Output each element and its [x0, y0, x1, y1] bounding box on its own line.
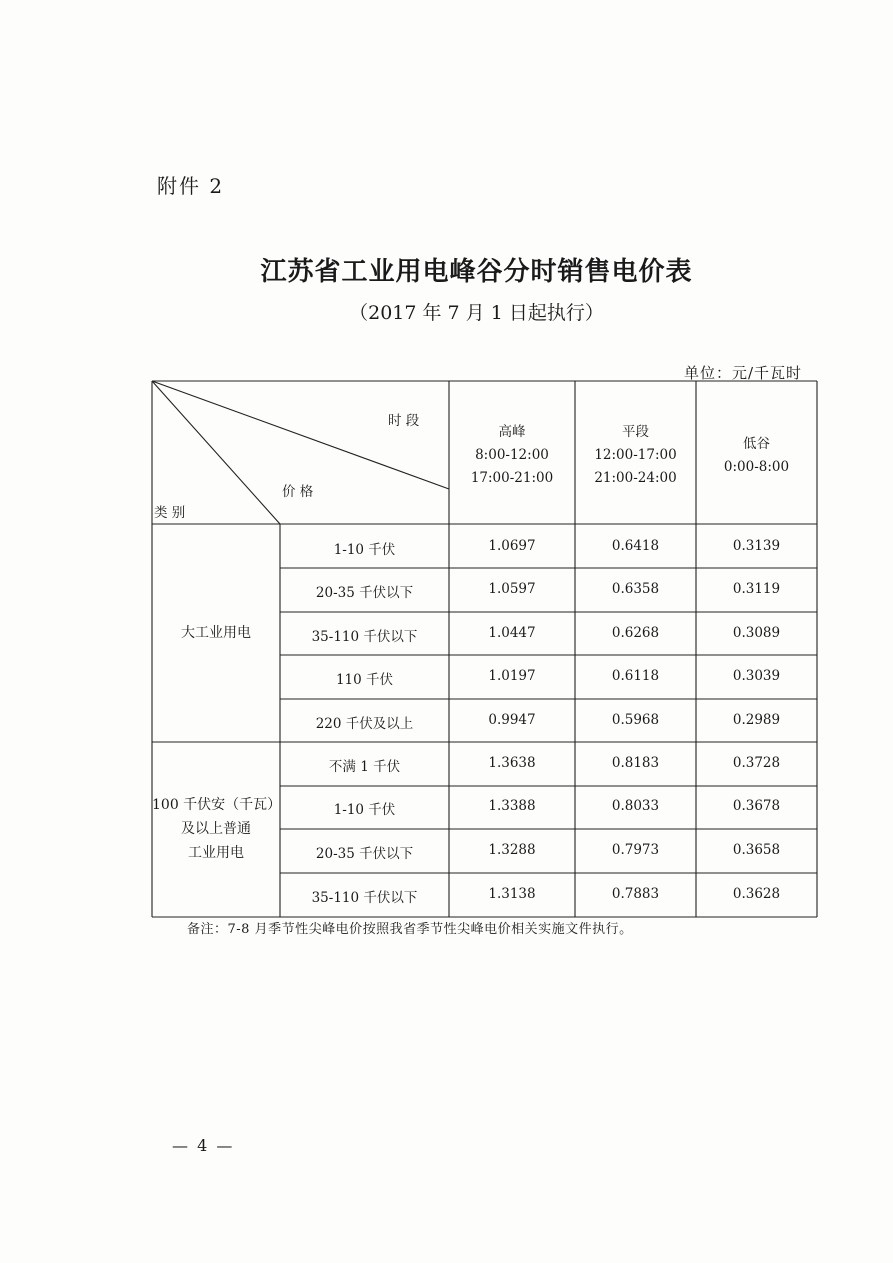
- flat-price-cell: 0.6418: [611, 538, 660, 554]
- flat-price-cell: 0.7973: [611, 842, 660, 858]
- flat-price-cell: 0.6268: [611, 625, 660, 641]
- valley-price-cell: 0.3139: [732, 538, 781, 554]
- valley-price-cell: 0.2989: [732, 712, 781, 728]
- category-general-industry: 100 千伏安（千瓦） 及以上普通 工业用电: [152, 797, 282, 861]
- voltage-cell: 20-35 千伏以下: [315, 585, 414, 601]
- valley-price-cell: 0.3658: [732, 842, 781, 858]
- voltage-cell: 220 千伏及以上: [315, 716, 414, 732]
- column-header-time: 0:00-8:00: [723, 459, 790, 475]
- flat-price-cell: 0.7883: [611, 886, 660, 902]
- valley-price-cell: 0.3728: [732, 755, 781, 771]
- flat-price-cell: 0.6118: [611, 668, 660, 684]
- voltage-cell: 35-110 千伏以下: [311, 890, 418, 906]
- flat-price-cell: 0.5968: [611, 712, 660, 728]
- valley-price-cell: 0.3089: [732, 625, 781, 641]
- corner-period-label: 时 段: [388, 413, 420, 429]
- voltage-cell: 35-110 千伏以下: [311, 629, 418, 645]
- peak-price-cell: 1.0197: [488, 668, 536, 684]
- column-header-flat: [575, 421, 696, 490]
- peak-price-cell: 0.9947: [488, 712, 536, 728]
- column-header-valley: [696, 433, 817, 479]
- voltage-cell: 1-10 千伏: [333, 542, 396, 558]
- valley-price-cell: 0.3628: [732, 886, 781, 902]
- corner-category-label: 类 别: [154, 505, 186, 521]
- document-subtitle: （2017 年 7 月 1 日起执行）: [349, 302, 604, 324]
- category-large-industry: 大工业用电: [181, 625, 251, 641]
- column-header-time: 12:00-17:00: [594, 447, 677, 463]
- peak-price-cell: 1.0447: [488, 625, 536, 641]
- column-header-time: 8:00-12:00: [475, 447, 549, 463]
- voltage-cell: 1-10 千伏: [333, 802, 396, 818]
- unit-label: 单位：元/千瓦时: [684, 364, 803, 382]
- flat-price-cell: 0.8183: [611, 755, 660, 771]
- table-note: 备注：7-8 月季节性尖峰电价按照我省季节性尖峰电价相关实施文件执行。: [187, 922, 633, 937]
- price-table: [152, 381, 817, 917]
- column-header-name: 低谷: [743, 436, 770, 452]
- voltage-cell: 不满 1 千伏: [328, 759, 401, 775]
- valley-price-cell: 0.3119: [732, 581, 781, 597]
- flat-price-cell: 0.8033: [611, 798, 660, 814]
- peak-price-cell: 1.3138: [488, 886, 536, 902]
- peak-price-cell: 1.0597: [488, 581, 536, 597]
- corner-price-label: 价 格: [282, 484, 314, 500]
- peak-price-cell: 1.3388: [488, 798, 536, 814]
- column-header-time: 21:00-24:00: [594, 470, 677, 486]
- column-header-time: 17:00-21:00: [470, 470, 554, 486]
- voltage-cell: 20-35 千伏以下: [315, 846, 414, 862]
- document-title: 江苏省工业用电峰谷分时销售电价表: [260, 257, 693, 287]
- peak-price-cell: 1.3288: [488, 842, 536, 858]
- flat-price-cell: 0.6358: [611, 581, 660, 597]
- voltage-cell: 110 千伏: [335, 672, 394, 688]
- attachment-label: 附件 2: [157, 174, 225, 198]
- peak-price-cell: 1.0697: [488, 538, 536, 554]
- valley-price-cell: 0.3678: [732, 798, 781, 814]
- valley-price-cell: 0.3039: [732, 668, 781, 684]
- peak-price-cell: 1.3638: [488, 755, 536, 771]
- column-header-peak: [449, 421, 575, 490]
- column-header-name: 高峰: [498, 424, 526, 440]
- column-header-name: 平段: [622, 424, 649, 440]
- page-number: — 4 —: [172, 1136, 235, 1155]
